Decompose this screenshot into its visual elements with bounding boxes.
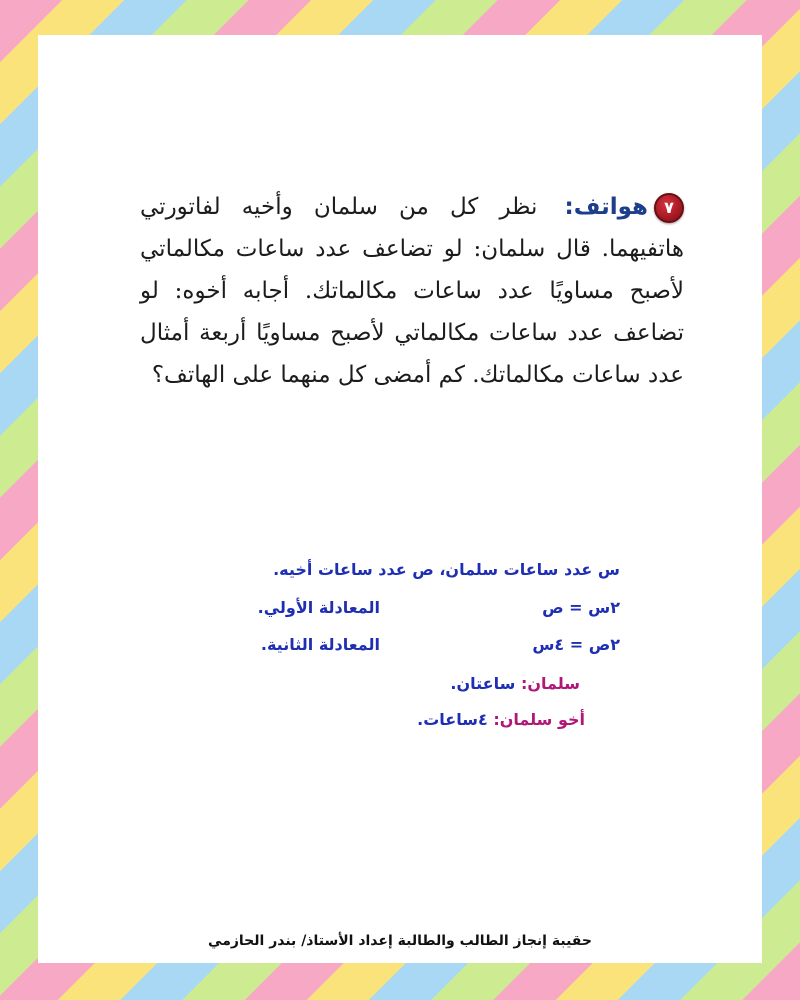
answer-salman-value: ساعتان. xyxy=(450,674,516,693)
equation-1: ٢س = ص xyxy=(542,598,620,617)
equation-2-label: المعادلة الثانية. xyxy=(260,635,380,654)
footer-credit: حقيبة إنجاز الطالب والطالبة إعداد الأستاذ/ بندر الحازمي xyxy=(208,933,592,949)
problem-text: نظر كل من سلمان وأخيه لفاتورتي هاتفيهما. قال سلمان: لو تضاعف عدد ساعات مكالماتي لأصبح مساويًا عدد ساعات مكالماتك. أجابه أخوه: لو تضاعف عدد ساعات مكالماتي لأصبح مساويًا أربعة أمثال عدد ساعات مكالماتك. كم أمضى كل منهما على الهاتف؟ xyxy=(140,194,684,388)
problem-paragraph xyxy=(140,186,684,396)
problem-block xyxy=(140,186,684,396)
problem-number-badge: ٧ xyxy=(654,193,684,223)
equation-row-2 xyxy=(150,635,620,657)
answer-brother-value: ٤ساعات. xyxy=(417,710,488,729)
answer-brother xyxy=(417,710,585,729)
answer-brother-name: أخو سلمان: xyxy=(493,710,585,729)
equation-2: ٢ص = ٤س xyxy=(532,635,620,654)
problem-topic: هواتف: xyxy=(564,194,649,220)
answer-salman xyxy=(450,674,580,693)
variable-definition: س عدد ساعات سلمان، ص عدد ساعات أخيه. xyxy=(273,560,620,579)
worksheet-card xyxy=(38,35,762,963)
equation-row-1 xyxy=(150,598,620,620)
answer-salman-name: سلمان: xyxy=(520,674,580,693)
equation-1-label: المعادلة الأولي. xyxy=(257,598,380,617)
